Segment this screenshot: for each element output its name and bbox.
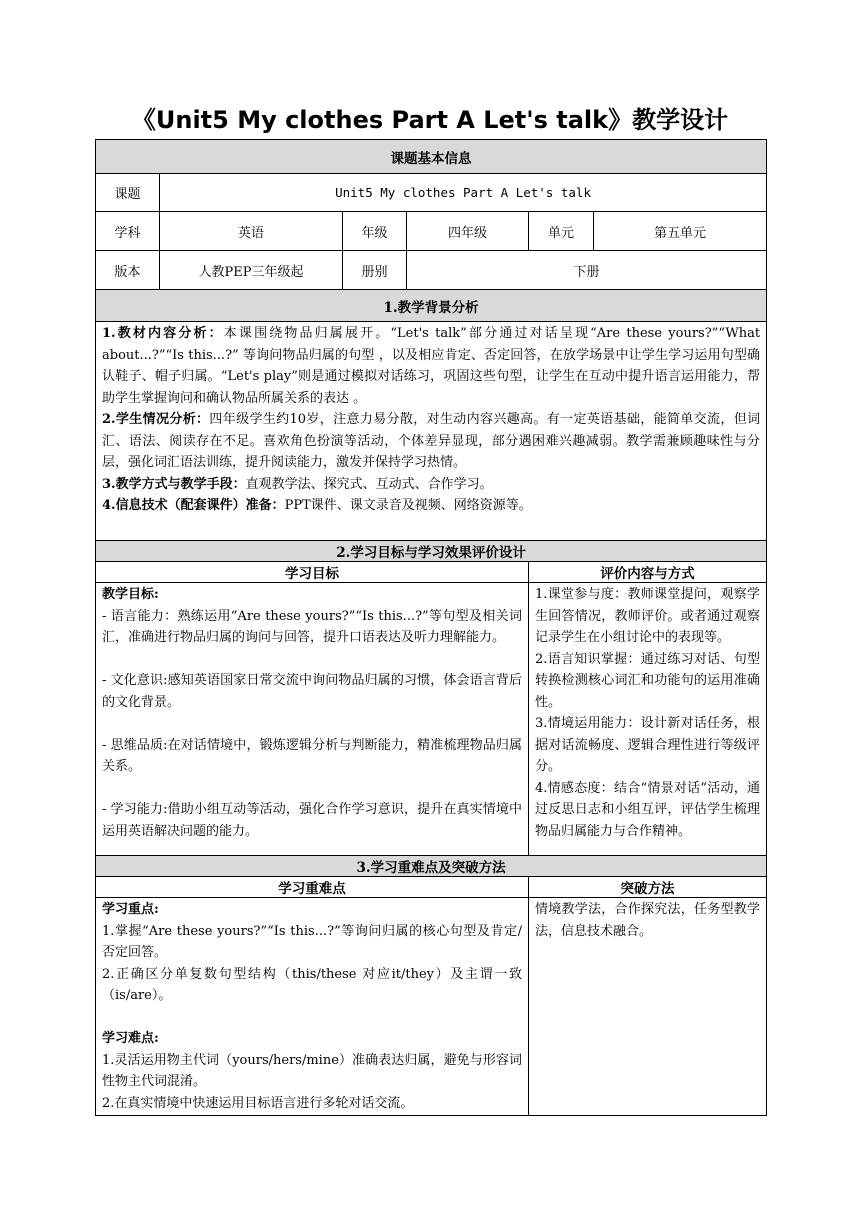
grade-label: 年级	[343, 212, 407, 251]
difficult-point-2: 2.在真实情境中快速运用目标语言进行多轮对话交流。	[102, 1095, 414, 1111]
document-title: 《Unit5 My clothes Part A Let's talk》教学设计	[131, 106, 729, 134]
subject-row	[96, 212, 767, 251]
subject-value: 英语	[160, 212, 343, 251]
basic-info-header-row	[96, 140, 767, 174]
student-analysis-label: 2.学生情况分析：	[102, 412, 210, 427]
it-preparation-text: PPT课件、课文录音及视频、网络资源等。	[284, 498, 532, 513]
student-analysis	[102, 409, 760, 474]
section3-header-row	[96, 856, 767, 877]
section2-header: 2.学习目标与学习效果评价设计	[96, 541, 767, 562]
goal-culture: - 文化意识:感知英语国家日常交流中询问物品归属的习惯，体会语言背后的文化背景。	[102, 673, 522, 710]
methods-text: 情境教学法，合作探究法，任务型教学法，信息技术融合。	[535, 902, 761, 939]
goal-learning: - 学习能力:借助小组互动等活动，强化合作学习意识，提升在真实情境中运用英语解决问题的能力。	[102, 802, 522, 839]
section2-columns-row	[96, 562, 767, 583]
goal-language: - 语言能力：熟练运用“Are these yours?”“Is this...?”等句型及相关词汇，准确进行物品归属的询问与回答，提升口语表达及听力理解能力。	[102, 608, 522, 645]
evaluation-methods	[529, 583, 767, 856]
evaluation-column-header: 评价内容与方式	[529, 562, 767, 583]
difficult-point-1: 1.灵活运用物主代词（yours/hers/mine）准确表达归属，避免与形容词性物主代词混淆。	[102, 1052, 522, 1089]
it-preparation-label: 4.信息技术（配套课件）准备：	[102, 498, 285, 513]
key-point-1: 1.掌握“Are these yours?”“Is this...?”等询问归属的核心句型及肯定/否定回答。	[102, 923, 522, 960]
subject-label: 学科	[96, 212, 160, 251]
section1-header-row	[96, 290, 767, 322]
learning-goals	[96, 583, 529, 856]
eval-participation: 1.课堂参与度：教师课堂提问，观察学生回答情况，教师评价。或者通过观察记录学生在小组讨论中的表现等。	[535, 587, 761, 645]
section1-body	[96, 322, 767, 541]
section1-header: 1.教学背景分析	[96, 290, 767, 322]
basic-info-header: 课题基本信息	[96, 140, 767, 174]
goals-column-header: 学习目标	[96, 562, 529, 583]
section1-body-row	[96, 322, 767, 541]
section3-body-row	[96, 898, 767, 1116]
eval-knowledge: 2.语言知识掌握：通过练习对话、句型转换检测核心词汇和功能句的运用准确性。	[535, 651, 761, 710]
goals-label: 教学目标:	[102, 587, 159, 602]
edition-label: 版本	[96, 251, 160, 290]
eval-attitude: 4.情感态度：结合“情景对话”活动，通过反思日志和小组互评，评估学生梳理物品归属能力与合作精神。	[535, 780, 761, 839]
grade-value: 四年级	[407, 212, 529, 251]
section2-header-row	[96, 541, 767, 562]
unit-label: 单元	[529, 212, 594, 251]
section2-body-row	[96, 583, 767, 856]
key-points-label: 学习重点:	[102, 902, 159, 917]
edition-value: 人教PEP三年级起	[160, 251, 343, 290]
unit-value: 第五单元	[594, 212, 767, 251]
volume-label: 册别	[343, 251, 407, 290]
eval-application: 3.情境运用能力：设计新对话任务，根据对话流畅度、逻辑合理性进行等级评分。	[535, 716, 761, 774]
teaching-methods-text: 直观教学法、探究式、互动式、合作学习。	[245, 476, 493, 492]
topic-value: Unit5 My clothes Part A Let's talk	[160, 174, 767, 212]
goal-thinking: - 思维品质:在对话情境中，锻炼逻辑分析与判断能力，精准梳理物品归属关系。	[102, 737, 522, 774]
edition-row	[96, 251, 767, 290]
methods-column-header: 突破方法	[529, 877, 767, 898]
section3-columns-row	[96, 877, 767, 898]
teaching-methods	[102, 474, 760, 496]
topic-label: 课题	[96, 174, 160, 212]
lesson-plan-table	[95, 139, 767, 1116]
key-points-column-header: 学习重难点	[96, 877, 529, 898]
difficult-points-label: 学习难点:	[102, 1031, 159, 1046]
it-preparation	[102, 495, 760, 517]
key-point-2: 2.正确区分单复数句型结构（this/these 对应it/they）及主谓一致（is/are）。	[102, 966, 522, 1003]
textbook-analysis-label: 1.教材内容分析：	[102, 326, 224, 341]
volume-value: 下册	[407, 251, 767, 290]
textbook-analysis-text: 本课围绕物品归属展开。“Let's talk”部分通过对话呈现“Are these yours?”“What about...?”“Is this...?” 等询问物品归属的句型 ，以及相应肯定、否定回答，在放学场景中让学生学习运用句型确认鞋子、帽子归属。“Let's play”则是通过模拟对话练习，巩固这些句型，让学生在互动中提升语言运用能力，帮助学生掌握询问和确认物品所属关系的表达 。	[102, 326, 761, 406]
student-analysis-text: 四年级学生约10岁，注意力易分散，对生动内容兴趣高。有一定英语基础，能简单交流，但词汇、语法、阅读存在不足。喜欢角色扮演等活动，个体差异显现，部分遇困难兴趣减弱。教学需兼顾趣味性与分层，强化词汇语法训练，提升阅读能力，激发并保持学习热情。	[102, 412, 761, 470]
breakthrough-methods	[529, 898, 767, 1116]
section3-header: 3.学习重难点及突破方法	[96, 856, 767, 877]
textbook-analysis	[102, 323, 760, 409]
teaching-methods-label: 3.教学方式与教学手段：	[102, 476, 246, 492]
topic-row	[96, 174, 767, 212]
key-difficult-points	[96, 898, 529, 1116]
